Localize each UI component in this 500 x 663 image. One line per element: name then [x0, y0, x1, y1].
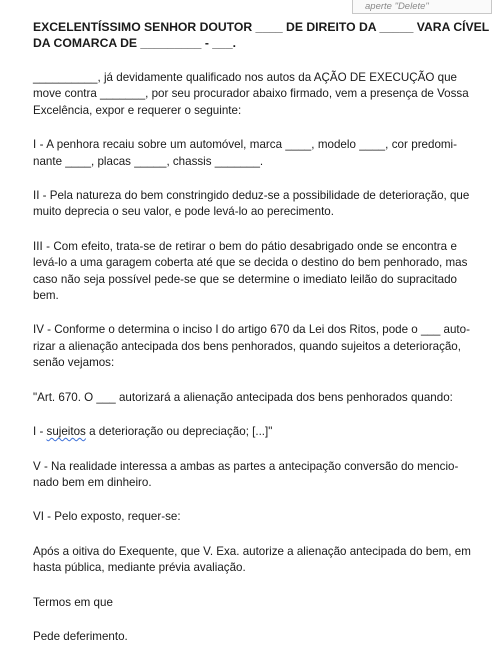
paragraph-line: nado bem em dinheiro.: [33, 475, 152, 489]
paragraph-line: muito deprecia o seu valor, e pode levá-lo ao perecimento.: [33, 205, 334, 219]
paragraph-item-iii: [33, 239, 468, 305]
paragraph-quote-item: [33, 424, 457, 440]
paragraph-line: III - Com efeito, trata-se de retirar o bem do pátio desabrigado onde se encontra e: [33, 239, 457, 253]
paragraph-intro: [33, 70, 469, 119]
paragraph-line: Excelência, expor e requerer o seguinte:: [33, 103, 242, 117]
petition-document: [33, 19, 490, 663]
paragraph-line: Pede deferimento.: [33, 629, 128, 643]
paragraph-line: II - Pela natureza do bem constringido deduz-se a possibilidade de deterioração, que: [33, 189, 470, 203]
paragraph-item-ii: [33, 188, 470, 221]
paragraph-line: senão vejamos:: [33, 356, 115, 370]
paragraph-line: __________, já devidamente qualificado nos autos da AÇÃO DE EXECUÇÃO que: [33, 71, 457, 84]
paragraph-item-vi: [33, 509, 457, 525]
paragraph-line: hasta pública, mediante prévia avaliação.: [33, 561, 246, 575]
quote-suffix: a deterioração ou depreciação; [...]": [85, 425, 273, 439]
title-line-1: EXCELENTÍSSIMO SENHOR DOUTOR ____ DE DIREITO DA _____ VARA CÍVEL: [33, 20, 490, 34]
paragraph-closing-request: [33, 629, 457, 645]
paragraph-line: VI - Pelo exposto, requer-se:: [33, 510, 181, 524]
paragraph-item-v: [33, 459, 457, 492]
paragraph-line: Após a oitiva do Exequente, que V. Exa. autorize a alienação antecipada do bem, em: [33, 544, 471, 558]
paragraph-item-i: [33, 137, 457, 170]
paragraph-line: levá-lo a uma garagem coberta até que se decida o destino do bem penhorado, mas: [33, 256, 468, 270]
paragraph-line: caso não seja possível pede-se que se determine o imediato leilão do supracitado: [33, 272, 457, 286]
delete-hint-tooltip: aperte "Delete": [352, 0, 492, 14]
paragraph-line: nante ____, placas _____, chassis _______.: [33, 154, 264, 168]
spellcheck-flagged-word[interactable]: sujeitos: [46, 425, 86, 439]
paragraph-line: IV - Conforme o determina o inciso I do artigo 670 da Lei dos Ritos, pode o ___ auto-: [33, 323, 470, 337]
paragraph-line: Termos em que: [33, 595, 113, 609]
paragraph-line: "Art. 670. O ___ autorizará a alienação antecipada dos bens penhorados quando:: [33, 390, 453, 404]
paragraph-line: I - A penhora recaiu sobre um automóvel, marca ____, modelo ____, cor predomi-: [33, 138, 457, 152]
paragraph-line: bem.: [33, 289, 59, 303]
document-title: [33, 19, 490, 51]
quote-prefix: I -: [33, 425, 47, 439]
paragraph-line: rizar a alienação antecipada dos bens penhorados, quando sujeitos a deterioração,: [33, 339, 461, 353]
title-line-2: DA COMARCA DE _________ - ___.: [33, 36, 236, 50]
paragraph-closing-terms: [33, 595, 457, 611]
paragraph-item-iv: [33, 322, 470, 371]
paragraph-line: V - Na realidade interessa a ambas as partes a antecipação conversão do mencio-: [33, 459, 459, 473]
paragraph-request: [33, 544, 471, 577]
paragraph-line: [33, 424, 457, 440]
paragraph-line: move contra _______, por seu procurador abaixo firmado, vem a presença de Vossa: [33, 87, 469, 101]
paragraph-quote-article: [33, 390, 457, 406]
